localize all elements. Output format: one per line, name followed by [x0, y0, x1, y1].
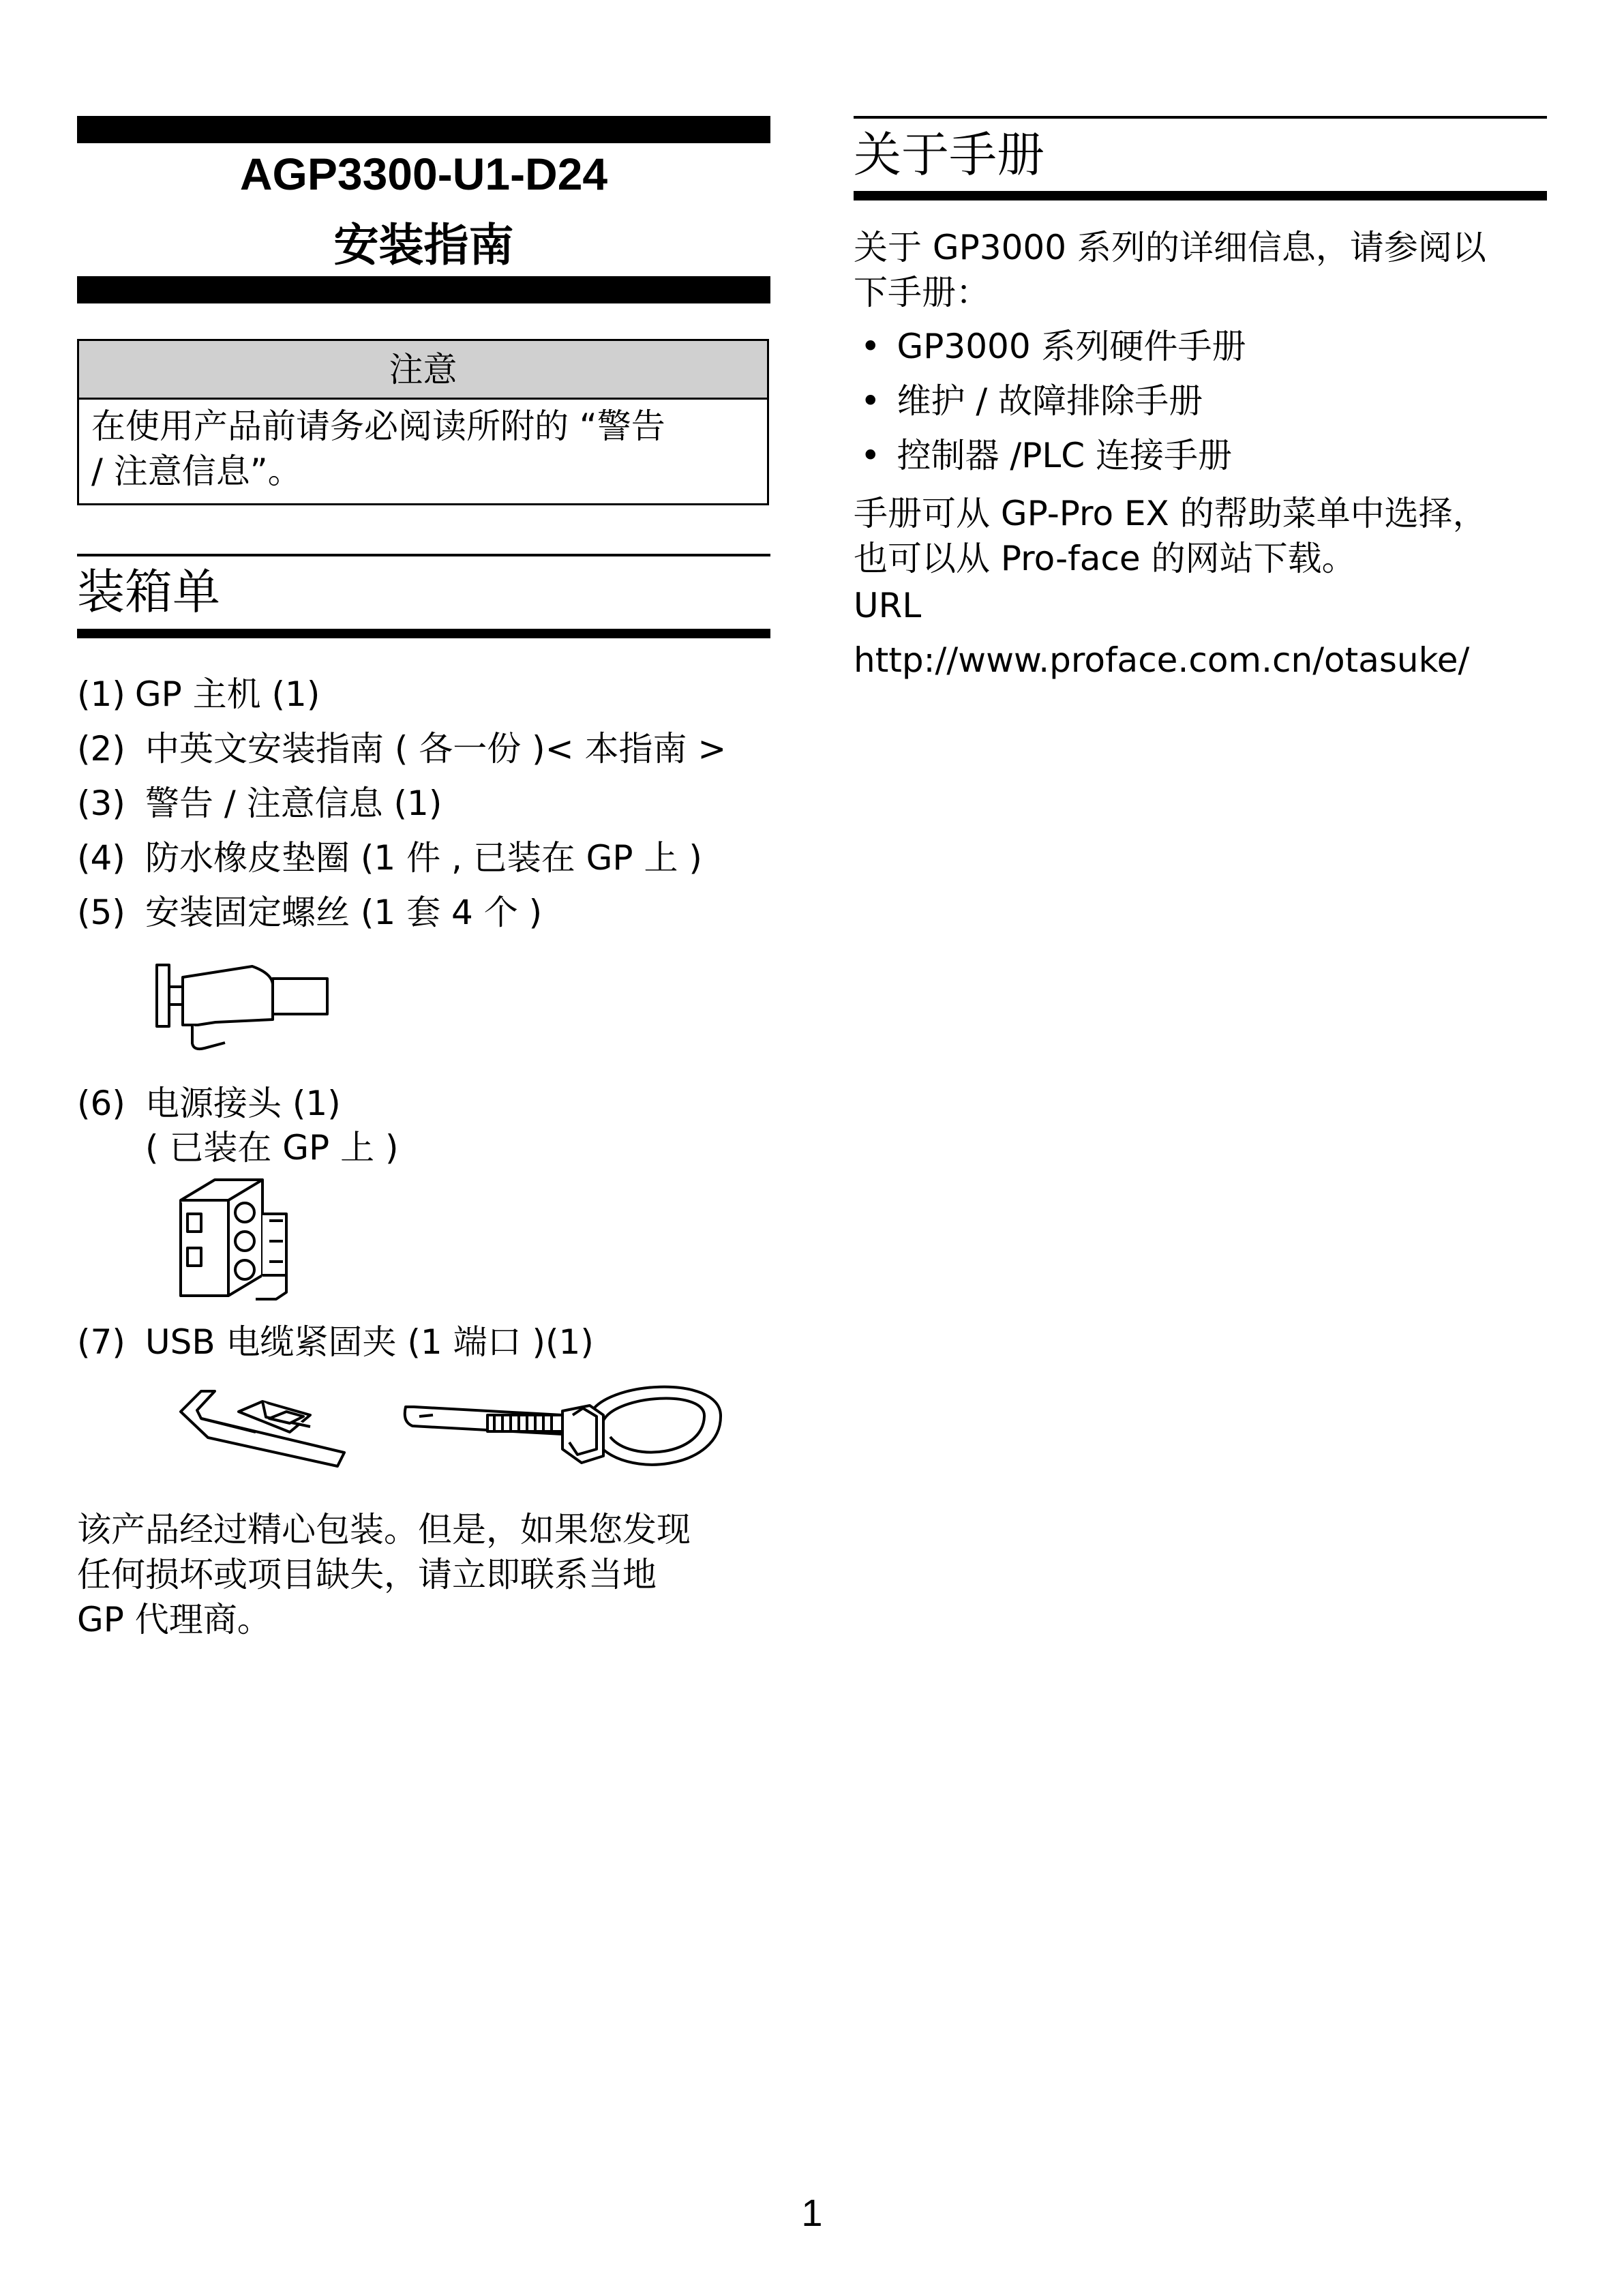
- packing-heading-rule-bottom: [77, 629, 770, 638]
- item-number: (3): [77, 784, 125, 823]
- item-text: USB 电缆紧固夹 (1 端口 )(1): [145, 1322, 594, 1362]
- list-item: [77, 835, 702, 880]
- notice-box: [77, 339, 769, 505]
- model-title: AGP3300-U1-D24: [239, 149, 608, 199]
- guide-title: 安装指南: [333, 219, 514, 271]
- item-text: 电源接头 (1): [145, 1084, 341, 1123]
- list-item: [77, 726, 726, 771]
- list-item: [77, 672, 320, 717]
- list-item: [77, 890, 542, 935]
- item-number: (4): [77, 838, 125, 878]
- packing-heading-rule-top: [77, 554, 770, 556]
- bullet-text: 维护 / 故障排除手册: [897, 381, 1203, 421]
- cable-tie-icon: [399, 1367, 726, 1490]
- manual-heading: 关于手册: [854, 127, 1044, 183]
- bullet-icon: •: [860, 381, 881, 421]
- closing-line-1: 该产品经过精心包装。但是，如果您发现: [77, 1510, 691, 1549]
- bullet-icon: •: [860, 436, 881, 475]
- list-item: [860, 324, 1246, 369]
- bullet-icon: •: [860, 327, 881, 366]
- closing-line-2: 任何损坏或项目缺失，请立即联系当地: [77, 1555, 657, 1594]
- title-bottom-bar: [77, 276, 770, 303]
- closing-paragraph: [77, 1507, 691, 1642]
- item-number: (6): [77, 1084, 125, 1123]
- manual-heading-rule-bottom: [854, 191, 1547, 200]
- closing-line-3: GP 代理商。: [77, 1600, 271, 1639]
- bullet-text: 控制器 /PLC 连接手册: [897, 436, 1233, 475]
- item-text: 警告 / 注意信息 (1): [145, 784, 442, 823]
- packing-heading: 装箱单: [77, 564, 220, 620]
- usb-clip-icon: [174, 1378, 351, 1473]
- list-item: [77, 781, 442, 826]
- item-text: 中英文安装指南 ( 各一份 )< 本指南 >: [145, 729, 727, 769]
- note-line-2: 也可以从 Pro-face 的网站下载。: [854, 539, 1356, 578]
- list-item: [77, 1081, 341, 1126]
- item-text: 安装固定螺丝 (1 套 4 个 ): [145, 893, 543, 932]
- item-text: GP 主机 (1): [134, 674, 320, 714]
- list-item: [77, 1320, 594, 1365]
- manual-intro: [854, 225, 1486, 315]
- power-connector-icon: [174, 1173, 331, 1309]
- manual-heading-rule-top: [854, 116, 1547, 119]
- notice-line-1: 在使用产品前请务必阅读所附的 “警告: [91, 406, 665, 446]
- item-number: (1): [77, 674, 125, 714]
- item-number: (5): [77, 893, 125, 932]
- intro-line-1: 关于 GP3000 系列的详细信息，请参阅以: [854, 228, 1486, 267]
- url-label: URL: [854, 586, 922, 625]
- url-link[interactable]: http://www.proface.com.cn/otasuke/: [854, 640, 1470, 680]
- item-number: (7): [77, 1322, 125, 1362]
- mounting-screw-icon: [150, 951, 341, 1060]
- notice-body: [91, 404, 665, 494]
- manual-note: [854, 491, 1487, 581]
- bullet-text: GP3000 系列硬件手册: [897, 327, 1246, 366]
- title-top-bar: [77, 116, 770, 143]
- list-item: [860, 378, 1203, 423]
- intro-line-2: 下手册：: [854, 273, 990, 312]
- notice-header: 注意: [79, 341, 767, 400]
- list-item-sub: ( 已装在 GP 上 ): [145, 1128, 399, 1168]
- list-item: [860, 433, 1232, 478]
- page-number: 1: [801, 2191, 823, 2234]
- item-number: (2): [77, 729, 125, 769]
- item-text: 防水橡皮垫圈 (1 件 , 已装在 GP 上 ): [145, 838, 702, 878]
- notice-line-2: / 注意信息”。: [91, 451, 302, 491]
- note-line-1: 手册可从 GP-Pro EX 的帮助菜单中选择，: [854, 494, 1487, 533]
